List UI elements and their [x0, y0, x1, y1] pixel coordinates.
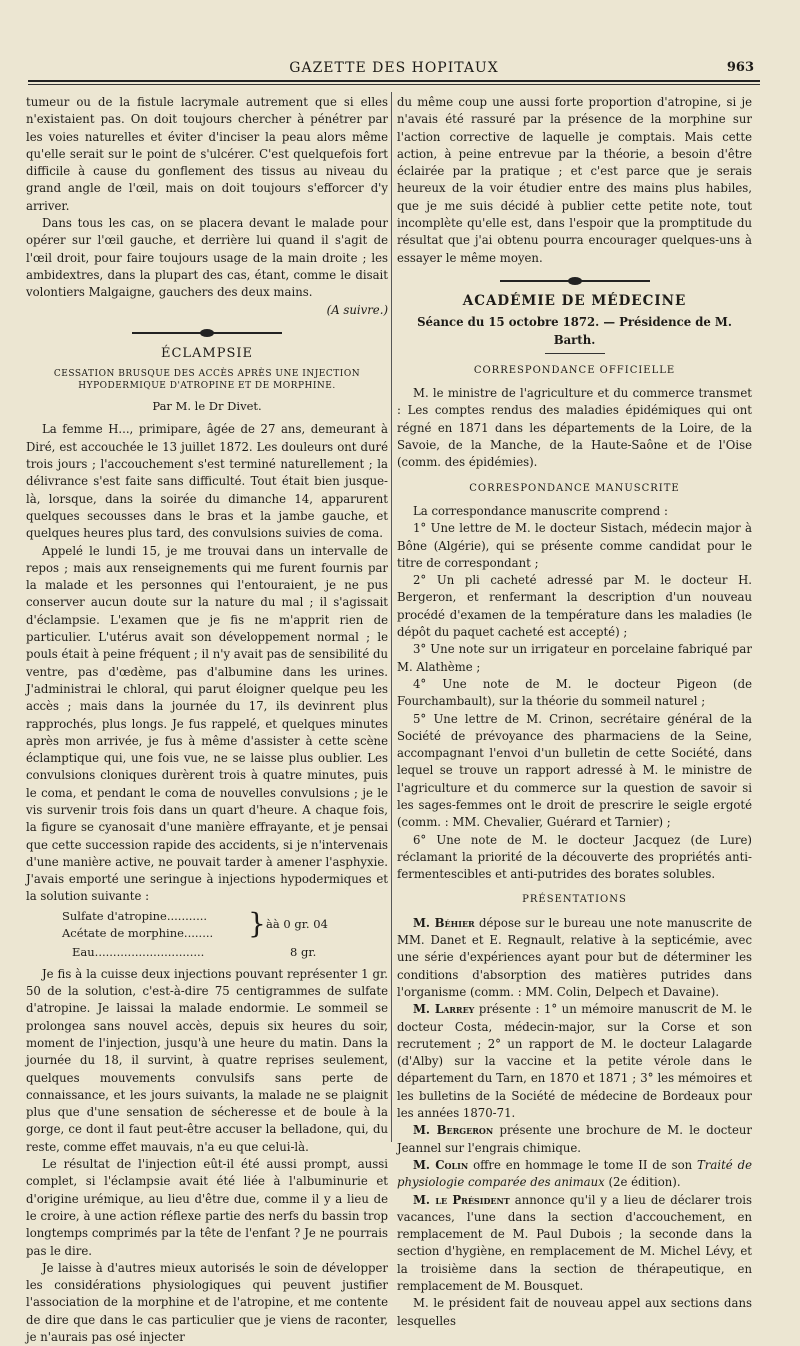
short-rule: [545, 353, 605, 354]
presentation-item: [397, 1001, 752, 1122]
presentation-text: présente : 1° un mémoire manuscrit de M. le docteur Costa, médecin-major, sur la Corse et son recrutement ; 2° un rapport de M. le docteur Lalagarde (d'Alby) sur la vaccine et la petite vérole dans le département du Tarn, en 1870 et 1871 ; 3° les mémoires et les bulletins de la Société de médecine de Bordeaux pour les années 1870-71.: [397, 1002, 753, 1121]
article-byline: Par M. le Dr Divet.: [152, 399, 262, 414]
header-rule: [28, 80, 760, 82]
formula-dose: 8 gr.: [290, 944, 317, 959]
speaker-name: M. Béhier: [413, 915, 475, 930]
header-rule-thin: [28, 84, 760, 85]
left-column: [26, 94, 388, 1346]
presentation-item: [397, 1157, 752, 1192]
right-column: [397, 94, 752, 1330]
presentation-text: annonce qu'il y a lieu de déclarer trois vacances, l'une dans la section d'accouchement, en remplacement de M. Paul Dubois ; la seconde dans la section d'hygiène, en remplacement de M. Michel Lévy, et la troisième dans la section de thérapeutique, en remplacement de M. Bousquet.: [397, 1192, 752, 1293]
speaker-name: M. Bergeron: [413, 1123, 494, 1138]
article-paragraph: Le résultat de l'injection eût-il été aussi prompt, aussi complet, si l'éclampsie avait été liée à l'albuminurie et d'origine urémique, au lieu d'être due, comme il y a lieu de le croire, à une action réflexe partie des nerfs du bassin trop longtemps comprimés par la tête de l'enfant ? Je ne pourrais pas le dire.: [26, 1157, 388, 1258]
formula-dose: àà 0 gr. 04: [266, 916, 328, 931]
journal-title: GAZETTE DES HOPITAUX: [289, 60, 499, 76]
prescription-formula: [26, 908, 388, 962]
session-line: Séance du 15 octobre 1872. — Présidence de M. Barth.: [417, 315, 732, 347]
section-heading: CORRESPONDANCE OFFICIELLE: [473, 364, 676, 376]
list-item: 1° Une lettre de M. le docteur Sistach, médecin major à Bône (Algérie), qui se présente comme candidat pour le titre de correspondant ;: [397, 521, 752, 570]
article-paragraph: La femme H..., primipare, âgée de 27 ans, demeurant à Diré, est accouchée le 13 juillet 1872. Les douleurs ont duré trois jours ; l'accouchement s'est terminé naturellement ; la délivrance s'est faite sans difficulté. Tout était bien jusque-là, lorsque, dans la soirée du dimanche 14, apparurent quelques secousses dans le bras et la jambe gauche, et quelques heures plus tard, des convulsions suivies de coma.: [26, 422, 388, 541]
presentation-item: [397, 1192, 752, 1296]
section-heading: PRÉSENTATIONS: [522, 894, 627, 906]
presentation-item: [397, 1122, 752, 1157]
section-paragraph: La correspondance manuscrite comprend :: [413, 503, 668, 518]
article-paragraph: Appelé le lundi 15, je me trouvai dans un intervalle de repos ; mais aux renseignements qui me furent fournis par la malade et les personnes qui l'entouraient, je ne pus conserver aucun doute sur la nature du mal ; il s'agissait d'éclampsie. L'examen que je fis ne m'apprit rien de particulier. L'utérus avait son développement normal ; le pouls était à peine fréquent ; il n'y avait pas de sensibilité du ventre, pas d'œdème, pas d'albumine dans les urines. J'administrai le chloral, qui parut éloigner quelque peu les accès ; mais dans la journée du 17, ils devinrent plus rapprochés, plus longs. Je fus rappelé, et quelques minutes après mon arrivée, je fus à même d'assister à cette scène éclamptique qui, une fois vue, ne se laisse plus oublier. Les convulsions cloniques durèrent trois à quatre minutes, puis le coma, et pendant le coma de nouvelles convulsions ; je le vis survenir trois fois dans un quart d'heure. A chaque fois, la figure se cyanosait d'une manière effrayante, et je pensai que cette succession rapide des accidents, si je n'intervenais d'une manière active, ne pouvait tarder à amener l'asphyxie. J'avais emporté une seringue à injections hypodermiques et la solution suivante :: [26, 543, 388, 904]
speaker-name: M. Larrey: [413, 1002, 475, 1017]
formula-line: Eau..............................: [72, 944, 205, 959]
closing-line: M. le président fait de nouveau appel aux sections dans lesquelles: [397, 1296, 752, 1328]
list-item: 6° Une note de M. le docteur Jacquez (de Lure) réclamant la priorité de la découverte des propriétés anti-fermentescibles et anti-putrides des borates solubles.: [397, 832, 752, 882]
formula-line: Acétate de morphine........: [62, 925, 214, 940]
separator-ornament: [500, 277, 650, 285]
presentation-text: (2e édition).: [608, 1175, 681, 1190]
separator-ornament: [132, 329, 282, 337]
continuation-paragraph: Dans tous les cas, on se placera devant le malade pour opérer sur l'œil gauche, et derrière lui quand il s'agit de l'œil droit, pour faire toujours usage de la main droite ; les ambidextres, dans la plupart des cas, étant, comme le disait volontiers Malgaigne, gauchers des deux mains.: [26, 216, 388, 300]
article-subtitle: CESSATION BRUSQUE DES ACCÈS APRÈS UNE INJECTION HYPODERMIQUE D'ATROPINE ET DE MORPHINE.: [53, 369, 361, 392]
speaker-name: M. le Président: [413, 1192, 510, 1207]
presentation-text: offre en hommage le tome II de son: [473, 1157, 693, 1172]
list-item: 3° Une note sur un irrigateur en porcelaine fabriqué par M. Alathème ;: [397, 642, 752, 674]
continuation-credit: (A suivre.): [326, 302, 388, 317]
speaker-name: M. Colin: [413, 1157, 469, 1172]
article-paragraph: Je fis à la cuisse deux injections pouvant représenter 1 gr. 50 de la solution, c'est-à-dire 75 centigrammes de sulfate d'atropine. Je laissai la malade endormie. Le sommeil se prolongea sans nouvel accès, depuis six heures du soir, moment de l'injection, jusqu'à une heure du matin. Dans la journée du 18, il survint, à quatre reprises seulement, quelques mouvements convulsifs sans perte de connaissance, et les jours suivants, la malade ne se plaignit plus que d'une sensation de sécheresse et de boule à la gorge, ce dont il faut peut-être accuser la belladone, qui, du reste, comme effet mauvais, n'a eu que celui-là.: [26, 966, 388, 1154]
presentation-text: dépose sur le bureau une note manuscrite de MM. Danet et E. Regnault, relative à la septicémie, avec une série d'expériences ayant pour but de déterminer les conditions d'absorption des matières putrides dans l'organisme (comm. : MM. Colin, Delpech et Davaine).: [397, 915, 752, 999]
continuation-paragraph: du même coup une aussi forte proportion d'atropine, si je n'avais été rassuré par la présence de la morphine sur l'action corrective de laquelle je comptais. Mais cette action, à peine entrevue par la théorie, a besoin d'être éclairée par la pratique ; et c'est parce que je serais heureux de la voir étudier entre des mains plus habiles, que je me suis décidé à publier cette petite note, tout incomplète qu'elle est, dans l'espoir que la promptitude du résultat que j'ai obtenu pourra encourager quelques-uns à essayer le même moyen.: [397, 95, 752, 265]
presentation-item: [397, 915, 752, 1001]
book-title: Traité de physiologie comparée des animaux: [397, 1157, 752, 1190]
formula-line: Sulfate d'atropine...........: [62, 908, 208, 923]
article-title: ÉCLAMPSIE: [160, 345, 254, 361]
list-item: 4° Une note de M. le docteur Pigeon (de Fourchambault), sur la théorie du sommeil naturel ;: [397, 676, 752, 709]
page-number: 963: [726, 60, 754, 75]
academy-title: ACADÉMIE DE MÉDECINE: [462, 292, 687, 309]
presentation-text: présente une brochure de M. le docteur Jeannel sur l'engrais chimique.: [397, 1123, 753, 1155]
column-divider: [391, 92, 392, 1142]
list-item: 2° Un pli cacheté adressé par M. le docteur H. Bergeron, et renfermant la description d'un nouveau procédé d'examen de la température dans les maladies (le dépôt du paquet cacheté est accepté) ;: [397, 573, 752, 640]
continuation-paragraph: tumeur ou de la fistule lacrymale autrement que si elles n'existaient pas. On doit toujours chercher à pénétrer par les voies naturelles et éviter d'inciser la peau alors même qu'elle serait sur le point de s'ulcérer. C'est quelquefois fort difficile à cause du gonflement des tissus au niveau du grand angle de l'œil, mais on doit toujours s'efforcer d'y arriver.: [26, 95, 388, 213]
brace-glyph: }: [248, 906, 266, 940]
section-heading: CORRESPONDANCE MANUSCRITE: [469, 482, 680, 494]
article-paragraph: Je laisse à d'autres mieux autorisés le soin de développer les considérations physiologiques qui peuvent justifier l'association de la morphine et de l'atropine, et me contente de dire que dans le cas particulier que je viens de raconter, je n'aurais pas osé injecter: [26, 1260, 388, 1344]
section-paragraph: M. le ministre de l'agriculture et du commerce transmet : Les comptes rendus des maladies épidémiques qui ont régné en 1871 dans les départements de la Loire, de la Savoie, de la Manche, de la Haute-Saône et de l'Oise (comm. des épidémies).: [397, 386, 752, 470]
list-item: 5° Une lettre de M. Crinon, secrétaire général de la Société de prévoyance des pharmaciens de la Seine, accompagnant l'envoi d'un bulletin de cette Société, dans lequel se trouve un rapport adressé à M. le ministre de l'agriculture et du commerce sur la question de savoir si les sages-femmes ont le droit de prescrire le seigle ergoté (comm. : MM. Chevalier, Guérard et Tarnier) ;: [397, 711, 752, 830]
